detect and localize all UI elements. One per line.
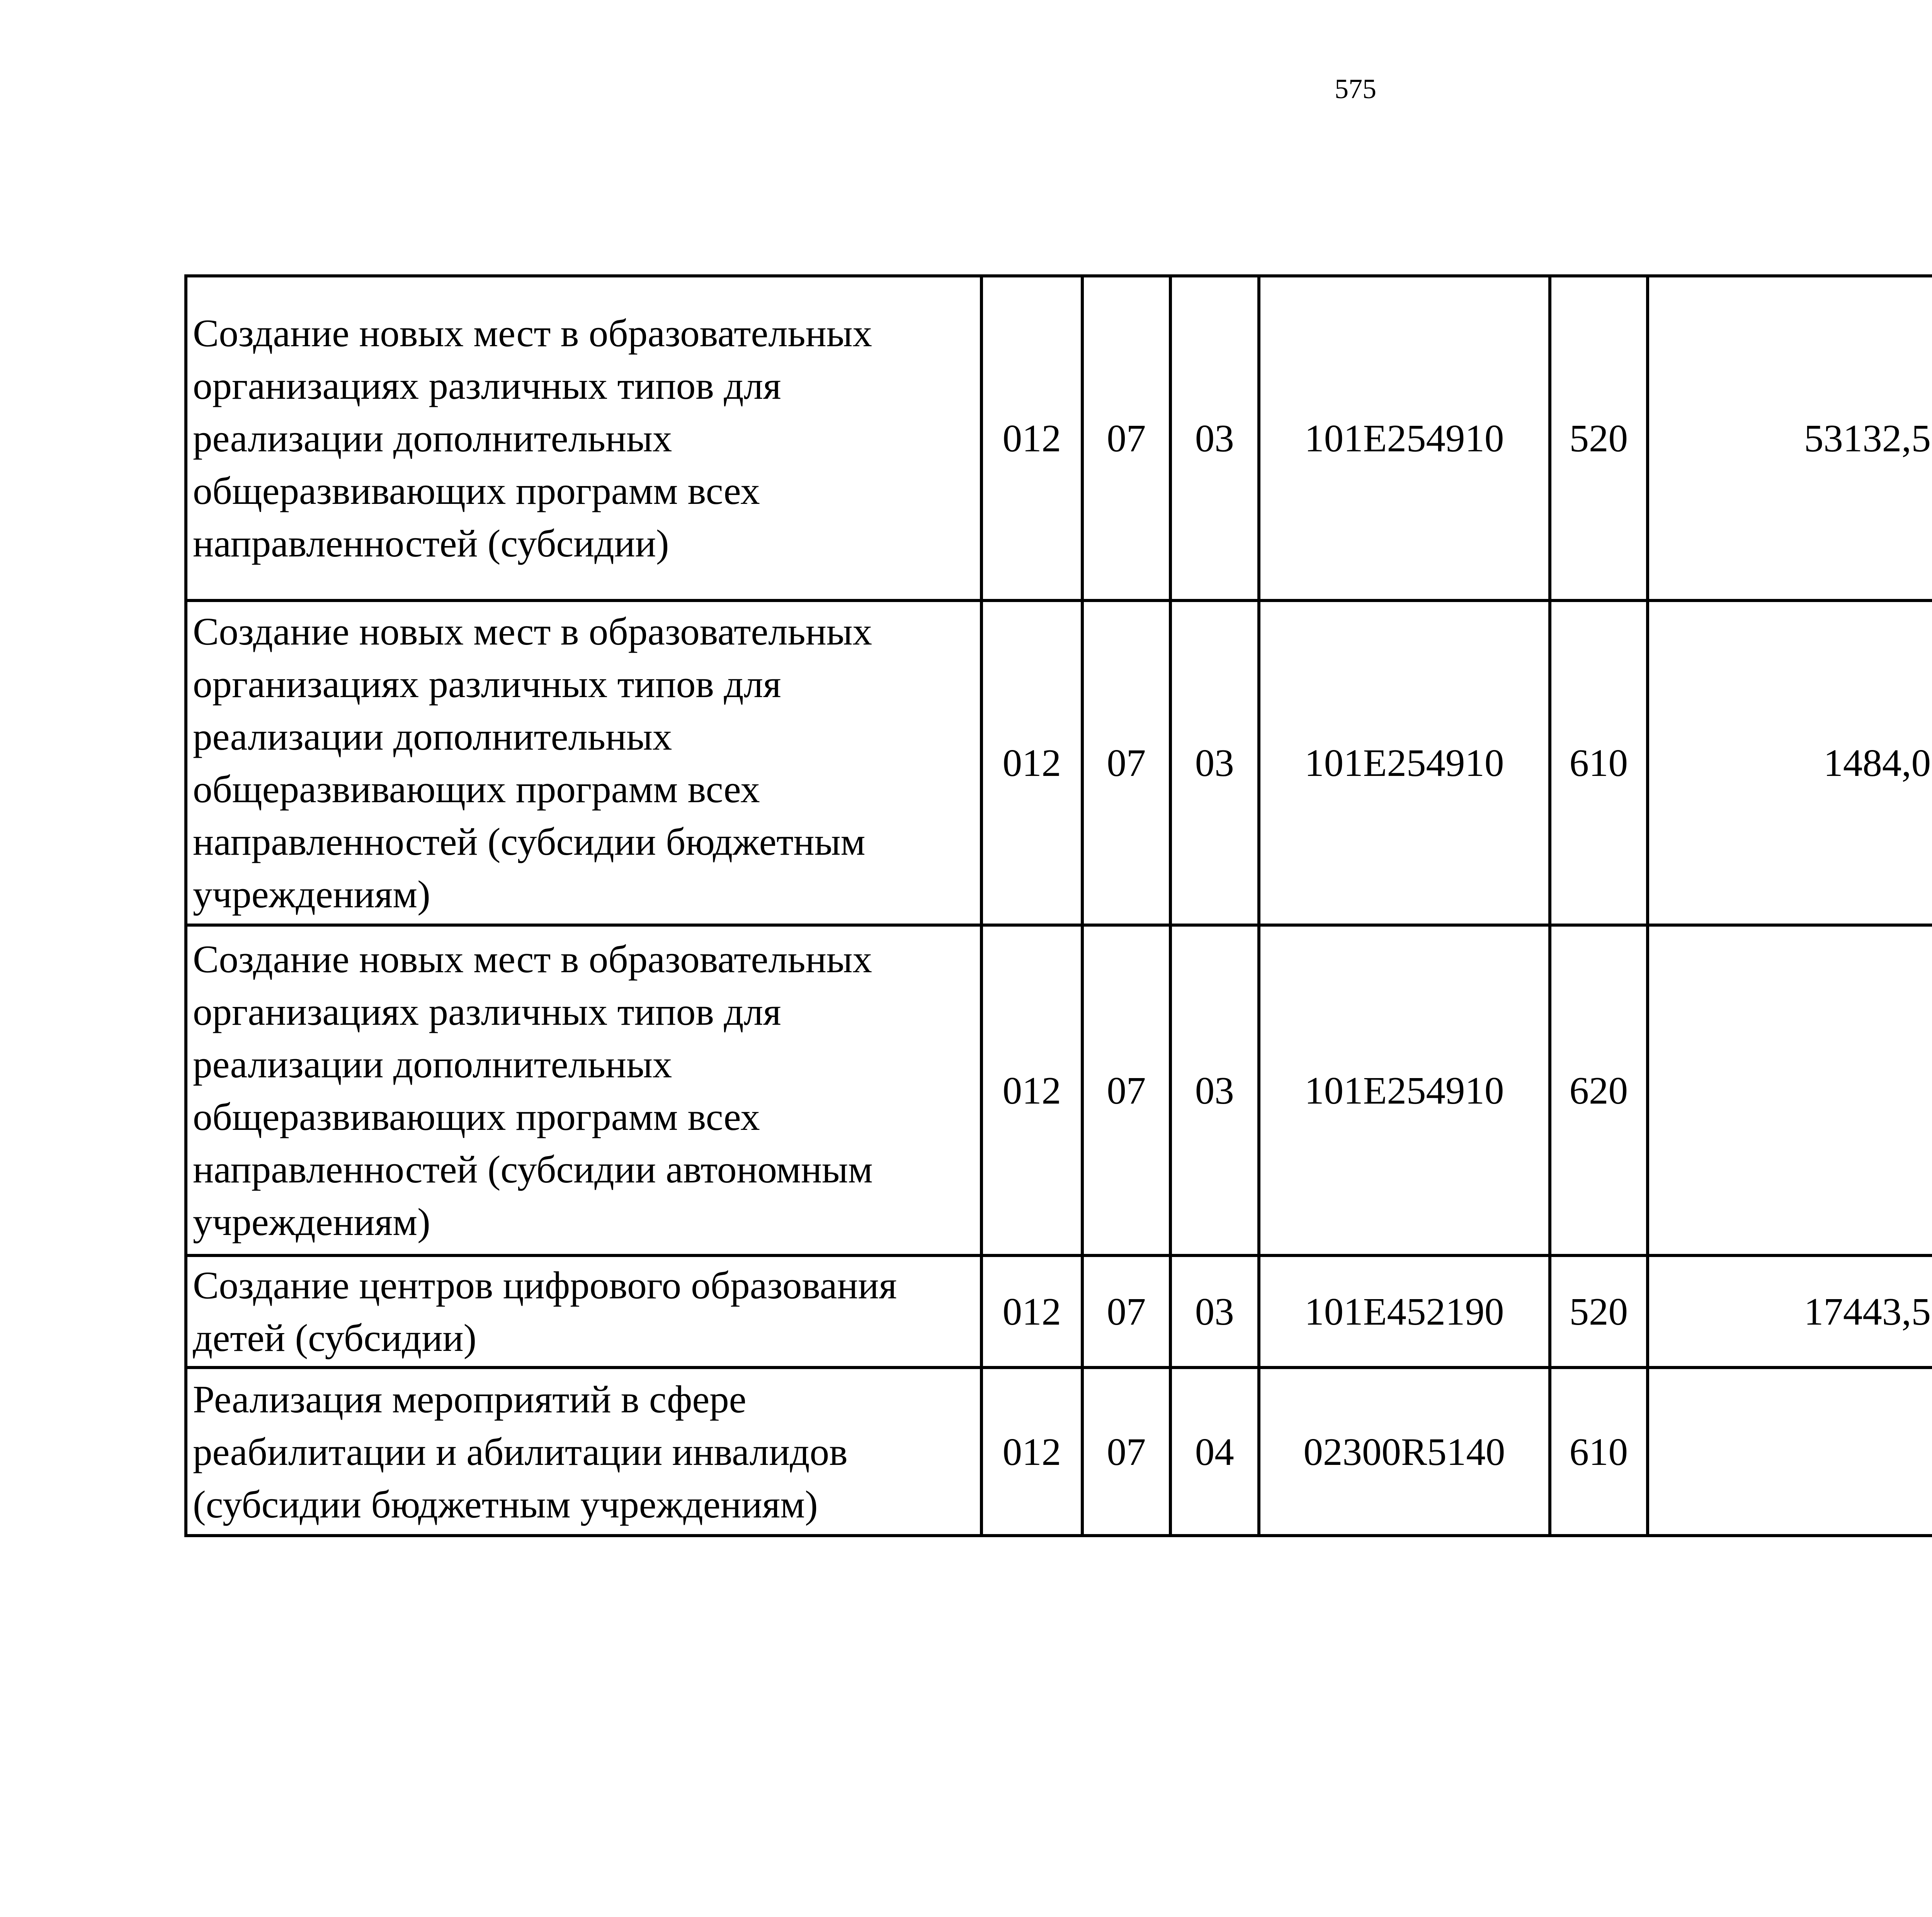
subsection-code: 04 xyxy=(1170,1368,1259,1536)
subsection-code: 03 xyxy=(1170,1255,1259,1368)
target-article-code: 101E254910 xyxy=(1259,600,1550,925)
amount-cell xyxy=(1648,1368,1932,1536)
page-number: 575 xyxy=(1335,73,1376,104)
subsection-code: 03 xyxy=(1170,925,1259,1255)
table-row xyxy=(186,276,1932,600)
expense-type-code: 620 xyxy=(1550,925,1648,1255)
amount-cell: 53132,5 xyxy=(1648,276,1932,600)
target-article-code: 101E254910 xyxy=(1259,276,1550,600)
amount-cell: 1484,0 xyxy=(1648,600,1932,925)
ministry-code: 012 xyxy=(981,925,1082,1255)
amount-cell xyxy=(1648,925,1932,1255)
section-code: 07 xyxy=(1082,925,1170,1255)
table-row xyxy=(186,600,1932,925)
target-article-code: 101E254910 xyxy=(1259,925,1550,1255)
subsection-code: 03 xyxy=(1170,276,1259,600)
target-article-code: 02300R5140 xyxy=(1259,1368,1550,1536)
row-description: Реализация мероприятий в сфере реабилитации и абилитации инвалидов (субсидии бюджетным учреждениям) xyxy=(186,1368,981,1536)
ministry-code: 012 xyxy=(981,1255,1082,1368)
expense-type-code: 610 xyxy=(1550,1368,1648,1536)
expense-type-code: 610 xyxy=(1550,600,1648,925)
ministry-code: 012 xyxy=(981,600,1082,925)
table-row xyxy=(186,1255,1932,1368)
row-description: Создание новых мест в образовательных организациях различных типов для реализации дополнительных общеразвивающих программ всех направленностей (субсидии) xyxy=(186,276,981,600)
subsection-code: 03 xyxy=(1170,600,1259,925)
table-row xyxy=(186,1368,1932,1536)
section-code: 07 xyxy=(1082,1368,1170,1536)
row-description: Создание новых мест в образовательных организациях различных типов для реализации дополнительных общеразвивающих программ всех направленностей (субсидии автономным учреждениям) xyxy=(186,925,981,1255)
row-description: Создание центров цифрового образования детей (субсидии) xyxy=(186,1255,981,1368)
ministry-code: 012 xyxy=(981,1368,1082,1536)
expense-type-code: 520 xyxy=(1550,276,1648,600)
section-code: 07 xyxy=(1082,276,1170,600)
section-code: 07 xyxy=(1082,600,1170,925)
ministry-code: 012 xyxy=(981,276,1082,600)
row-description: Создание новых мест в образовательных организациях различных типов для реализации дополнительных общеразвивающих программ всех направленностей (субсидии бюджетным учреждениям) xyxy=(186,600,981,925)
expense-type-code: 520 xyxy=(1550,1255,1648,1368)
section-code: 07 xyxy=(1082,1255,1170,1368)
table-row xyxy=(186,925,1932,1255)
budget-table xyxy=(184,274,1932,1537)
amount-cell: 17443,5 xyxy=(1648,1255,1932,1368)
target-article-code: 101E452190 xyxy=(1259,1255,1550,1368)
